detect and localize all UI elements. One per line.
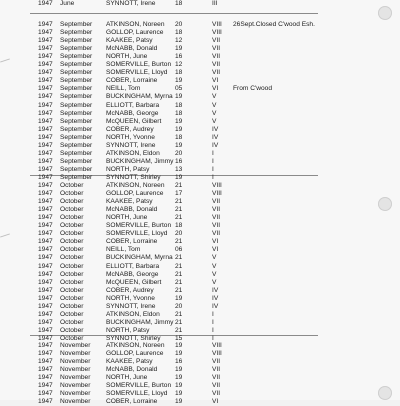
register-row [0, 61, 370, 69]
register-row [0, 263, 370, 271]
cell-class: I [212, 334, 214, 342]
cell-year: 1947 [38, 109, 53, 117]
cell-name: ATKINSON, Eldon [106, 149, 160, 157]
register-row [0, 53, 370, 61]
cell-month: September [60, 29, 93, 37]
cell-name: KAAKEE, Patsy [106, 198, 153, 206]
register-row [0, 174, 370, 182]
cell-month: October [60, 278, 84, 286]
cell-year: 1947 [38, 173, 53, 181]
register-row [0, 222, 370, 230]
cell-class: V [212, 93, 217, 101]
cell-num: 19 [175, 141, 183, 149]
register-row [0, 398, 370, 406]
cell-class: I [212, 326, 214, 334]
register-row [0, 214, 370, 222]
cell-month: October [60, 198, 84, 206]
register-row [0, 45, 370, 53]
cell-class: VI [212, 398, 219, 406]
cell-name: SYNNOTT, Irene [106, 141, 156, 149]
cell-class: VII [212, 37, 221, 45]
register-row [0, 150, 370, 158]
cell-year: 1947 [38, 69, 53, 77]
cell-month: October [60, 262, 84, 270]
cell-year: 1947 [38, 125, 53, 133]
cell-num: 21 [175, 254, 183, 262]
cell-name: McNABB, Donald [106, 366, 158, 374]
register-row [0, 85, 370, 93]
cell-class: VII [212, 390, 221, 398]
cell-year: 1947 [38, 190, 53, 198]
cell-month: October [60, 326, 84, 334]
cell-month: November [60, 382, 91, 390]
cell-class: I [212, 173, 214, 181]
cell-month: October [60, 214, 84, 222]
cell-class: I [212, 318, 214, 326]
cell-num: 21 [175, 326, 183, 334]
cell-name: NORTH, June [106, 214, 148, 222]
cell-month: September [60, 69, 93, 77]
cell-class: VII [212, 214, 221, 222]
cell-num: 18 [175, 69, 183, 77]
cell-class: V [212, 254, 217, 262]
cell-class: VII [212, 45, 221, 53]
cell-month: November [60, 350, 91, 358]
cell-name: KAAKEE, Patsy [106, 37, 153, 45]
cell-name: ELLIOTT, Barbara [106, 262, 160, 270]
cell-num: 16 [175, 358, 183, 366]
cell-num: 21 [175, 286, 183, 294]
register-row [0, 166, 370, 174]
cell-name: NEILL, Tom [106, 246, 141, 254]
cell-class: VII [212, 222, 221, 230]
cell-month: October [60, 206, 84, 214]
cell-name: NORTH, Yvonne [106, 133, 155, 141]
cell-year: 1947 [38, 302, 53, 310]
cell-month: September [60, 149, 93, 157]
cell-class: VII [212, 382, 221, 390]
cell-year: 1947 [38, 206, 53, 214]
cell-year: 1947 [38, 326, 53, 334]
cell-num: 21 [175, 238, 183, 246]
cell-month: September [60, 101, 93, 109]
cell-num: 19 [175, 125, 183, 133]
cell-num: 19 [175, 45, 183, 53]
cell-name: NEILL, Tom [106, 85, 141, 93]
cell-year: 1947 [38, 222, 53, 230]
register-row [0, 295, 370, 303]
cell-year: 1947 [38, 45, 53, 53]
cell-class: VII [212, 366, 221, 374]
cell-name: ATKINSON, Noreen [106, 342, 165, 349]
cell-year: 1947 [38, 286, 53, 294]
register-row [0, 69, 370, 77]
cell-class: VII [212, 61, 221, 69]
cell-num: 19 [175, 342, 183, 349]
cell-class: IV [212, 294, 219, 302]
cell-year: 1947 [38, 214, 53, 222]
cell-name: COBER, Lorraine [106, 77, 158, 85]
cell-class: VI [212, 85, 219, 93]
cell-num: 21 [175, 310, 183, 318]
register-row [0, 327, 370, 335]
cell-month: October [60, 294, 84, 302]
register-row [0, 311, 370, 319]
cell-name: NORTH, Patsy [106, 326, 150, 334]
cell-month: September [60, 93, 93, 101]
cell-year: 1947 [38, 310, 53, 318]
cell-class: VIII [212, 190, 222, 198]
cell-month: September [60, 165, 93, 173]
cell-year: 1947 [38, 85, 53, 93]
register-row [0, 271, 370, 279]
register-row [0, 158, 370, 166]
cell-year: 1947 [38, 270, 53, 278]
cell-year: 1947 [38, 334, 53, 342]
register-row [0, 238, 370, 246]
cell-name: KAAKEE, Patsy [106, 358, 153, 366]
register-row [0, 319, 370, 327]
register-row [0, 21, 370, 29]
cell-year: 1947 [38, 390, 53, 398]
cell-name: McNABB, George [106, 270, 159, 278]
register-row [0, 342, 370, 350]
register-row [0, 279, 370, 287]
cell-name: NORTH, June [106, 374, 148, 382]
cell-year: 1947 [38, 21, 53, 28]
cell-month: October [60, 190, 84, 198]
register-row [0, 102, 370, 110]
cell-num: 18 [175, 101, 183, 109]
cell-num: 12 [175, 37, 183, 45]
cell-num: 06 [175, 246, 183, 254]
cell-name: ELLIOTT, Barbara [106, 101, 160, 109]
cell-name: SYNNOTT, Irene [106, 0, 156, 7]
cell-month: September [60, 45, 93, 53]
cell-num: 05 [175, 85, 183, 93]
cell-year: 1947 [38, 198, 53, 206]
cell-month: September [60, 37, 93, 45]
cell-month: November [60, 366, 91, 374]
cell-class: V [212, 270, 217, 278]
cell-name: SOMERVILLE, Lloyd [106, 69, 168, 77]
cell-month: September [60, 85, 93, 93]
cell-num: 19 [175, 294, 183, 302]
cell-month: October [60, 254, 84, 262]
cell-num: 19 [175, 350, 183, 358]
cell-year: 1947 [38, 246, 53, 254]
cell-class: VIII [212, 21, 222, 28]
register-row [0, 126, 370, 134]
cell-num: 21 [175, 198, 183, 206]
cell-month: September [60, 141, 93, 149]
cell-name: McQUEEN, Gilbert [106, 117, 162, 125]
cell-num: 16 [175, 157, 183, 165]
cell-year: 1947 [38, 382, 53, 390]
cell-num: 21 [175, 182, 183, 189]
cell-year: 1947 [38, 93, 53, 101]
cell-num: 19 [175, 398, 183, 406]
cell-class: VI [212, 238, 219, 246]
register-row [0, 182, 370, 190]
cell-class: V [212, 278, 217, 286]
cell-class: I [212, 165, 214, 173]
cell-month: September [60, 61, 93, 69]
register-row [0, 93, 370, 101]
cell-num: 21 [175, 270, 183, 278]
cell-month: June [60, 0, 75, 7]
cell-month: September [60, 173, 93, 181]
cell-name: McNABB, Donald [106, 206, 158, 214]
cell-name: COBER, Audrey [106, 286, 154, 294]
cell-month: September [60, 21, 93, 28]
cell-month: October [60, 286, 84, 294]
cell-num: 19 [175, 382, 183, 390]
cell-year: 1947 [38, 366, 53, 374]
cell-year: 1947 [38, 29, 53, 37]
cell-name: McNABB, Donald [106, 45, 158, 53]
cell-num: 19 [175, 366, 183, 374]
register-row [0, 77, 370, 85]
cell-month: September [60, 157, 93, 165]
cell-name: SYNNOTT, Shirley [106, 334, 161, 342]
register-row [0, 382, 370, 390]
cell-month: September [60, 77, 93, 85]
cell-name: COBER, Lorraine [106, 398, 158, 406]
cell-class: VII [212, 374, 221, 382]
cell-name: SOMERVILLE, Lloyd [106, 230, 168, 238]
cell-name: SYNNOTT, Shirley [106, 173, 161, 181]
register-row [0, 230, 370, 238]
cell-num: 19 [175, 390, 183, 398]
register-row [0, 358, 370, 366]
cell-year: 1947 [38, 342, 53, 349]
register-row [0, 287, 370, 295]
cell-num: 18 [175, 133, 183, 141]
cell-name: SOMERVILLE, Burton [106, 222, 172, 230]
cell-num: 18 [175, 222, 183, 230]
cell-num: 20 [175, 149, 183, 157]
cell-name: BUCKINGHAM, Myrna [106, 93, 173, 101]
cell-month: November [60, 390, 91, 398]
cell-class: V [212, 262, 217, 270]
cell-month: October [60, 302, 84, 310]
cell-name: SYNNOTT, Irene [106, 302, 156, 310]
cell-month: September [60, 117, 93, 125]
cell-num: 18 [175, 0, 183, 7]
cell-year: 1947 [38, 182, 53, 189]
cell-num: 21 [175, 214, 183, 222]
register-row [0, 366, 370, 374]
cell-class: VI [212, 246, 219, 254]
cell-year: 1947 [38, 117, 53, 125]
register-row [0, 254, 370, 262]
cell-class: V [212, 101, 217, 109]
cell-year: 1947 [38, 350, 53, 358]
cell-num: 21 [175, 206, 183, 214]
cell-num: 20 [175, 230, 183, 238]
register-row [0, 350, 370, 358]
register-row [0, 190, 370, 198]
cell-name: BUCKINGHAM, Myrna [106, 254, 173, 262]
cell-month: October [60, 318, 84, 326]
cell-year: 1947 [38, 53, 53, 61]
register-row [0, 0, 370, 8]
cell-year: 1947 [38, 262, 53, 270]
register-row [0, 206, 370, 214]
cell-num: 19 [175, 173, 183, 181]
cell-note: 26Sept.Closed C'wood Esh. [233, 21, 315, 28]
cell-month: October [60, 182, 84, 189]
cell-name: NORTH, June [106, 53, 148, 61]
cell-note: From C'wood [233, 85, 272, 93]
register-row [0, 142, 370, 150]
cell-name: SOMERVILLE, Burton [106, 382, 172, 390]
register-row [0, 134, 370, 142]
cell-class: VIII [212, 342, 222, 349]
cell-class: VII [212, 230, 221, 238]
cell-month: September [60, 53, 93, 61]
cell-year: 1947 [38, 101, 53, 109]
cell-class: I [212, 157, 214, 165]
cell-num: 15 [175, 334, 183, 342]
cell-num: 21 [175, 318, 183, 326]
cell-year: 1947 [38, 157, 53, 165]
cell-year: 1947 [38, 374, 53, 382]
cell-class: IV [212, 141, 219, 149]
cell-year: 1947 [38, 238, 53, 246]
register-row [0, 37, 370, 45]
register-row [0, 303, 370, 311]
cell-month: September [60, 133, 93, 141]
register-row [0, 118, 370, 126]
cell-num: 21 [175, 262, 183, 270]
cell-year: 1947 [38, 149, 53, 157]
cell-name: COBER, Lorraine [106, 238, 158, 246]
cell-year: 1947 [38, 141, 53, 149]
cell-num: 12 [175, 61, 183, 69]
register-row [0, 198, 370, 206]
cell-class: I [212, 310, 214, 318]
cell-month: October [60, 230, 84, 238]
cell-month: November [60, 374, 91, 382]
cell-year: 1947 [38, 77, 53, 85]
cell-num: 19 [175, 117, 183, 125]
cell-year: 1947 [38, 0, 53, 7]
cell-month: September [60, 125, 93, 133]
cell-class: IV [212, 286, 219, 294]
cell-year: 1947 [38, 165, 53, 173]
cell-year: 1947 [38, 398, 53, 406]
cell-year: 1947 [38, 294, 53, 302]
cell-num: 16 [175, 53, 183, 61]
cell-class: VII [212, 53, 221, 61]
cell-name: SOMERVILLE, Lloyd [106, 390, 168, 398]
register-row [0, 29, 370, 37]
cell-class: VII [212, 198, 221, 206]
cell-num: 19 [175, 374, 183, 382]
cell-class: V [212, 117, 217, 125]
cell-class: I [212, 149, 214, 157]
cell-name: COBER, Audrey [106, 125, 154, 133]
cell-num: 13 [175, 165, 183, 173]
cell-year: 1947 [38, 37, 53, 45]
cell-year: 1947 [38, 358, 53, 366]
cell-class: VIII [212, 350, 222, 358]
cell-class: IV [212, 302, 219, 310]
cell-name: GOLLOP, Laurence [106, 29, 164, 37]
cell-name: GOLLOP, Laurence [106, 350, 164, 358]
cell-year: 1947 [38, 230, 53, 238]
cell-month: November [60, 398, 91, 406]
cell-month: September [60, 109, 93, 117]
cell-class: VII [212, 358, 221, 366]
register-row [0, 390, 370, 398]
cell-month: October [60, 222, 84, 230]
register-row [0, 374, 370, 382]
cell-name: McNABB, George [106, 109, 159, 117]
cell-num: 20 [175, 302, 183, 310]
cell-month: October [60, 310, 84, 318]
cell-name: GOLLOP, Laurence [106, 190, 164, 198]
cell-class: VIII [212, 182, 222, 189]
cell-year: 1947 [38, 318, 53, 326]
cell-name: NORTH, Patsy [106, 165, 150, 173]
cell-class: III [212, 0, 218, 7]
cell-num: 18 [175, 109, 183, 117]
cell-name: BUCKINGHAM, Jimmy [106, 318, 174, 326]
cell-month: October [60, 270, 84, 278]
cell-class: IV [212, 133, 219, 141]
cell-name: ATKINSON, Noreen [106, 21, 165, 28]
cell-class: V [212, 109, 217, 117]
cell-name: SOMERVILLE, Burton [106, 61, 172, 69]
cell-month: November [60, 342, 91, 349]
cell-name: BUCKINGHAM, Jimmy [106, 157, 174, 165]
cell-year: 1947 [38, 61, 53, 69]
cell-year: 1947 [38, 278, 53, 286]
cell-num: 19 [175, 77, 183, 85]
cell-num: 20 [175, 21, 183, 28]
register-row [0, 110, 370, 118]
cell-year: 1947 [38, 254, 53, 262]
cell-month: November [60, 358, 91, 366]
register-row [0, 246, 370, 254]
cell-name: ATKINSON, Noreen [106, 182, 165, 189]
cell-month: October [60, 238, 84, 246]
section-divider [30, 13, 318, 14]
cell-class: VII [212, 206, 221, 214]
cell-name: McQUEEN, Gilbert [106, 278, 162, 286]
cell-year: 1947 [38, 133, 53, 141]
cell-class: VIII [212, 29, 222, 37]
cell-num: 21 [175, 278, 183, 286]
cell-name: ATKINSON, Eldon [106, 310, 160, 318]
cell-num: 19 [175, 93, 183, 101]
cell-class: VII [212, 69, 221, 77]
cell-num: 17 [175, 190, 183, 198]
cell-month: October [60, 246, 84, 254]
cell-num: 18 [175, 29, 183, 37]
cell-class: IV [212, 125, 219, 133]
cell-name: NORTH, Yvonne [106, 294, 155, 302]
cell-month: October [60, 334, 84, 342]
cell-class: VI [212, 77, 219, 85]
